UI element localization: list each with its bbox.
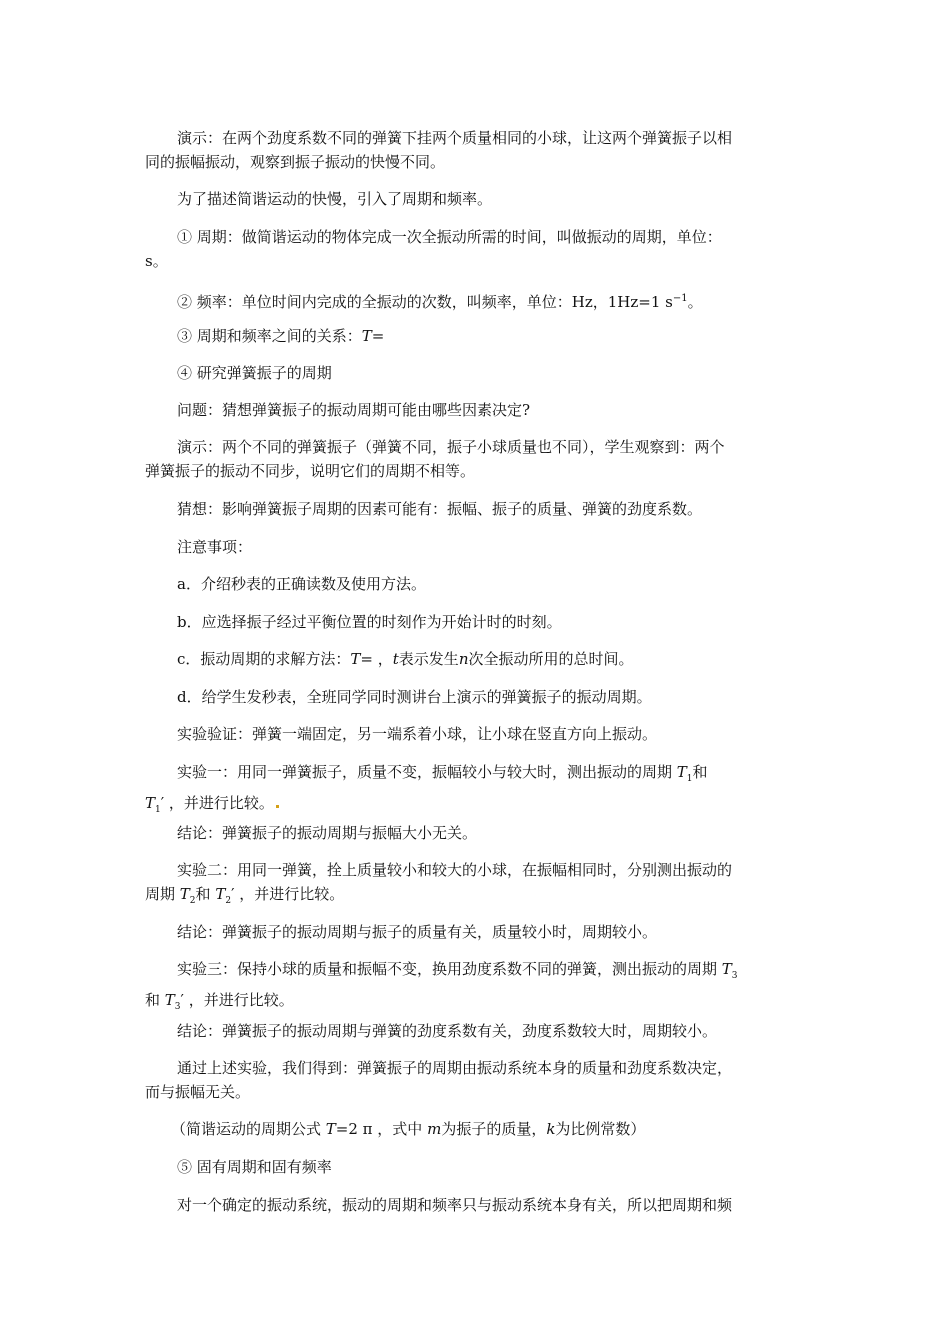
paragraph-experiment-2: 实验二：用同一弹簧，拴上质量较小和较大的小球，在振幅相同时，分别测出振动的 周期 $T_2$和 $T_2'$ ，并进行比较。 — [145, 861, 733, 906]
paragraph-period-formula: （简谐运动的周期公式 T=2 π ，式中 m为振子的质量，k为比例常数） — [171, 1120, 646, 1138]
paragraph-note-b: b．应选择振子经过平衡位置的时刻作为开始计时的时刻。 — [177, 613, 562, 631]
paragraph-period-definition: ① 周期：做简谐运动的物体完成一次全振动所需的时间，叫做振动的周期，单位： s。 — [145, 228, 722, 270]
paragraph-demo-1: 演示：在两个劲度系数不同的弹簧下挂两个质量相同的小球，让这两个弹簧振子以相 同的振幅振动，观察到振子振动的快慢不同。 — [145, 129, 733, 171]
paragraph-verification: 实验验证：弹簧一端固定，另一端系着小球，让小球在竖直方向上振动。 — [177, 725, 658, 743]
paragraph-notes-heading: 注意事项： — [177, 538, 253, 556]
paragraph-guess: 猜想：影响弹簧振子周期的因素可能有：振幅、振子的质量、弹簧的劲度系数。 — [177, 500, 703, 518]
paragraph-period-frequency-relation: ③ 周期和频率之间的关系：T= — [177, 327, 385, 345]
paragraph-conclusion-1: 结论：弹簧振子的振动周期与振幅大小无关。 — [177, 824, 478, 842]
paragraph-intro-period-frequency: 为了描述简谐运动的快慢，引入了周期和频率。 — [177, 190, 493, 208]
paragraph-demo-2: 演示：两个不同的弹簧振子（弹簧不同，振子小球质量也不同），学生观察到：两个 弹簧振子的振动不同步，说明它们的周期不相等。 — [145, 438, 725, 480]
paragraph-note-a: a．介绍秒表的正确读数及使用方法。 — [177, 575, 426, 593]
paragraph-experiment-3: 实验三：保持小球的质量和振幅不变，换用劲度系数不同的弹簧，测出振动的周期 $T_3$ 和 $T_3'$ ，并进行比较。 — [145, 960, 738, 1012]
paragraph-note-c: c．振动周期的求解方法：T= ，t表示发生n次全振动所用的总时间。 — [177, 650, 634, 668]
paragraph-conclusion-2: 结论：弹簧振子的振动周期与振子的质量有关，质量较小时，周期较小。 — [177, 923, 658, 941]
paragraph-research-period: ④ 研究弹簧振子的周期 — [177, 364, 332, 382]
paragraph-conclusion-3: 结论：弹簧振子的振动周期与弹簧的劲度系数有关，劲度系数较大时，周期较小。 — [177, 1022, 718, 1040]
paragraph-natural-period-body: 对一个确定的振动系统，振动的周期和频率只与振动系统本身有关，所以把周期和频 — [177, 1196, 733, 1214]
paragraph-experiment-1: 实验一：用同一弹簧振子，质量不变，振幅较小与较大时，测出振动的周期 $T_1$和 $T_1'$ ，并进行比较。 — [145, 763, 708, 815]
paragraph-question: 问题：猜想弹簧振子的振动周期可能由哪些因素决定? — [177, 401, 531, 419]
paragraph-summary: 通过上述实验，我们得到：弹簧振子的周期由振动系统本身的质量和劲度系数决定， 而与振幅无关。 — [145, 1059, 733, 1101]
annotation-mark — [276, 805, 279, 808]
paragraph-natural-period-heading: ⑤ 固有周期和固有频率 — [177, 1158, 332, 1176]
paragraph-note-d: d．给学生发秒表，全班同学同时测讲台上演示的弹簧振子的振动周期。 — [177, 688, 652, 706]
paragraph-frequency-definition: ② 频率：单位时间内完成的全振动的次数，叫频率，单位：Hz，1Hz=1 $s^{-1}$。 — [177, 293, 703, 311]
